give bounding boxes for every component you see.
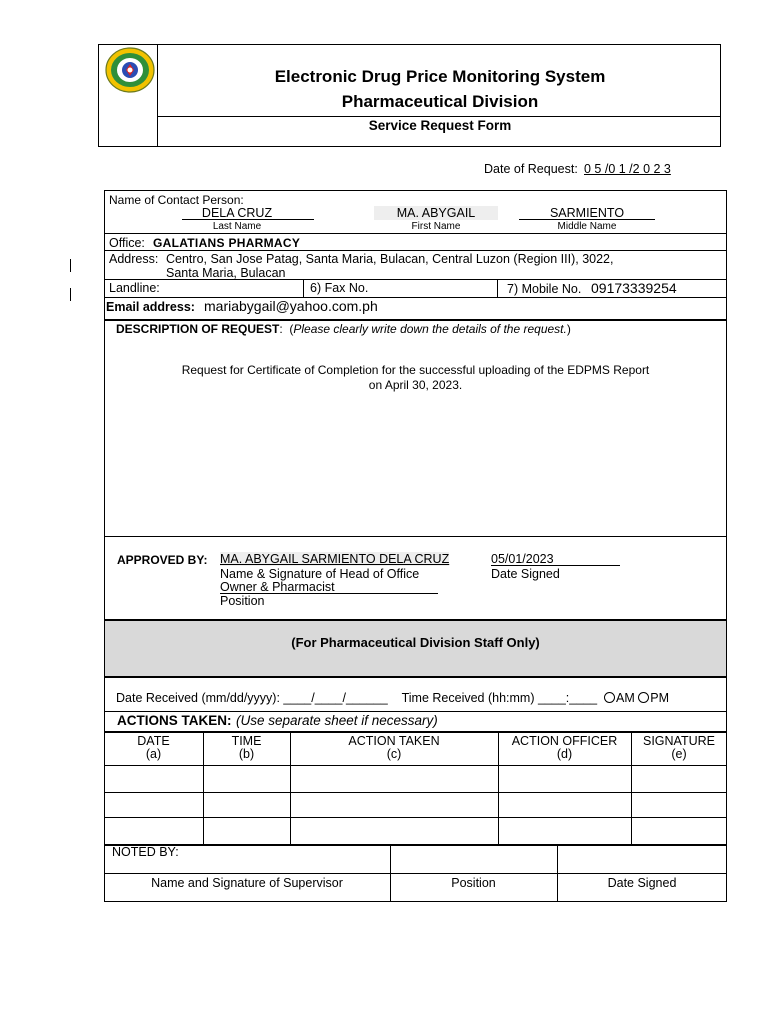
description-label: DESCRIPTION OF REQUEST — [116, 322, 280, 336]
col-code-time: (b) — [238, 747, 255, 761]
col-header-action: ACTION TAKEN — [348, 734, 440, 748]
middle-name-value: SARMIENTO — [549, 206, 625, 220]
actions-heading — [117, 712, 438, 729]
first-name-value: MA. ABYGAIL — [374, 206, 498, 220]
col-code-date: (a) — [145, 747, 162, 761]
description-line1: Request for Certificate of Completion for the successful uploading of the EDPMS Report — [181, 363, 650, 377]
mobile-value: 09173339254 — [591, 280, 677, 296]
request-date-value: 0 5 /0 1 /2 0 2 3 — [584, 162, 671, 176]
approver-position: Owner & Pharmacist — [220, 580, 335, 594]
am-label: AM — [616, 691, 635, 705]
pm-label: PM — [650, 691, 670, 705]
approved-by-label: APPROVED BY: — [117, 553, 208, 567]
fax-label: 6) Fax No. — [310, 281, 369, 295]
col-code-officer: (d) — [556, 747, 573, 761]
system-name: Electronic Drug Price Monitoring System — [274, 67, 606, 86]
approval-date: 05/01/2023 — [491, 552, 554, 566]
noted-position-caption: Position — [451, 876, 496, 890]
staff-only-text: (For Pharmaceutical Division Staff Only) — [291, 635, 540, 650]
col-header-date: DATE — [137, 734, 170, 748]
noted-by-label: NOTED BY: — [112, 845, 179, 859]
col-header-officer: ACTION OFFICER — [511, 734, 618, 748]
actions-hint: (Use separate sheet if necessary) — [235, 713, 438, 728]
am-radio[interactable] — [604, 692, 615, 703]
form-title: Service Request Form — [368, 118, 512, 133]
address-label: Address: — [109, 252, 159, 266]
office-value: GALATIANS PHARMACY — [153, 236, 301, 250]
date-received-blank[interactable]: ____/____/______ — [283, 691, 388, 705]
col-header-time: TIME — [231, 734, 262, 748]
description-line2: on April 30, 2023. — [368, 378, 463, 392]
col-code-signature: (e) — [671, 747, 687, 761]
supervisor-caption: Name and Signature of Supervisor — [151, 876, 343, 890]
margin-mark — [70, 259, 71, 272]
last-name-caption: Last Name — [212, 221, 262, 232]
approval-date-caption: Date Signed — [491, 567, 560, 581]
margin-mark — [70, 288, 71, 301]
division-name: Pharmaceutical Division — [341, 92, 539, 111]
noted-date-caption: Date Signed — [607, 876, 677, 890]
mobile-label: 7) Mobile No. — [507, 282, 582, 296]
doh-seal-icon — [104, 46, 156, 94]
landline-label: Landline: — [109, 281, 160, 295]
contact-person-label: Name of Contact Person: — [109, 193, 244, 207]
last-name-value: DELA CRUZ — [201, 206, 273, 220]
col-code-action: (c) — [386, 747, 402, 761]
pm-radio[interactable] — [638, 692, 649, 703]
approver-name: MA. ABYGAIL SARMIENTO DELA CRUZ — [220, 552, 450, 566]
date-received-label: Date Received (mm/dd/yyyy): — [116, 691, 280, 705]
time-received-blank[interactable]: ____:____ — [538, 691, 598, 705]
actions-title: ACTIONS TAKEN: — [117, 713, 232, 728]
first-name-caption: First Name — [411, 221, 461, 232]
email-value: mariabygail@yahoo.com.ph — [204, 298, 378, 314]
middle-name-caption: Middle Name — [557, 221, 617, 232]
address-line1: Centro, San Jose Patag, Santa Maria, Bulacan, Central Luzon (Region III), 3022, — [166, 252, 614, 266]
email-label: Email address: — [106, 300, 195, 314]
address-line2: Santa Maria, Bulacan — [166, 266, 286, 280]
approver-position-caption: Position — [220, 594, 265, 608]
received-row — [116, 691, 669, 705]
time-received-label: Time Received (hh:mm) — [401, 691, 535, 705]
col-header-signature: SIGNATURE — [643, 734, 715, 748]
description-hint: Please clearly write down the details of the request. — [293, 322, 567, 336]
office-label: Office: — [109, 236, 145, 250]
request-date-label: Date of Request: — [484, 162, 578, 176]
approver-name-caption: Name & Signature of Head of Office — [220, 567, 420, 581]
